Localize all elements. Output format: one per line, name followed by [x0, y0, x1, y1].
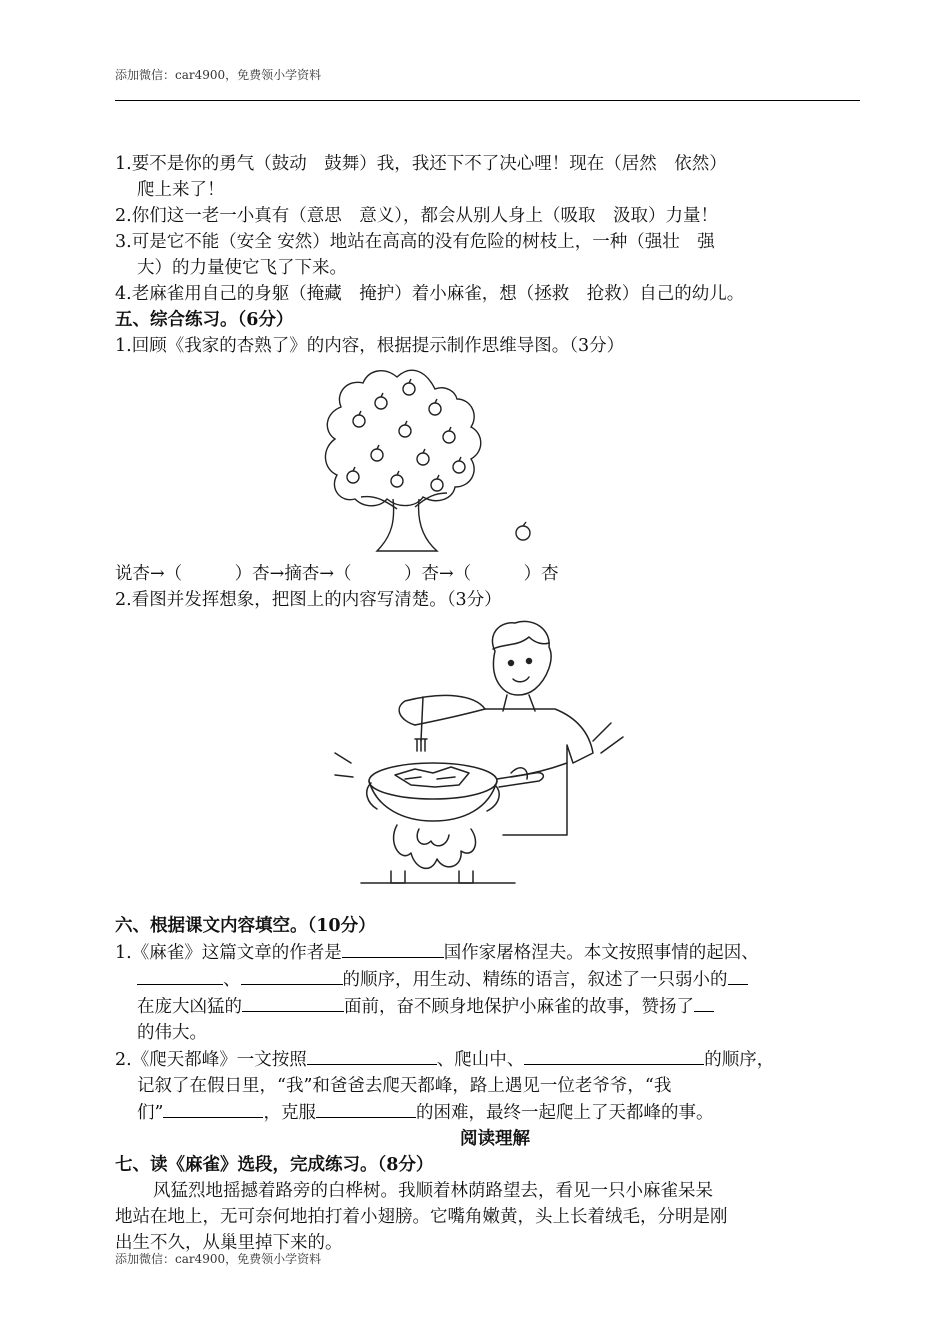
s6-q1-line-2 [115, 966, 875, 993]
s6-q1-text-b2: 的顺序，用生动、精练的语言，叙述了一只弱小的 [342, 970, 728, 990]
answer-blank[interactable] [728, 966, 748, 985]
s5-flow-prompt: 说杏→（ ）杏→摘杏→（ ）杏→（ ）杏 [115, 564, 559, 584]
s6-q1-text-a1: 1.《麻雀》这篇文章的作者是 [115, 943, 342, 963]
s6-q2-line-3 [115, 1099, 875, 1126]
page-header: 添加微信：car4900，免费领小学资料 [115, 68, 322, 82]
s6-q2-text-a1: 2.《爬天都峰》一文按照 [115, 1050, 307, 1070]
s7-paragraph-line-2: 地站在地上，无可奈何地拍打着小翅膀。它嘴角嫩黄，头上长着绒毛，分明是刚 [115, 1207, 728, 1227]
boy-cooking-illustration [115, 613, 635, 913]
q4-line-1b: 爬上来了！ [137, 180, 225, 200]
answer-blank[interactable] [241, 966, 343, 985]
answer-blank[interactable] [137, 966, 223, 985]
apricot-tree-illustration [115, 359, 635, 561]
section-5-title: 五、综合练习。（6分） [115, 310, 294, 330]
answer-blank[interactable] [694, 993, 714, 1012]
section-6-title: 六、根据课文内容填空。（10分） [115, 916, 376, 936]
s6-q2-text-a2: 、爬山中、 [436, 1050, 525, 1070]
s6-q2-text-c3: 的困难，最终一起爬上了天都峰的事。 [415, 1103, 714, 1123]
s6-q1-text-c1: 在庞大凶猛的 [137, 997, 242, 1017]
s6-q1-text-b1: 、 [223, 970, 241, 990]
section-7-title: 七、读《麻雀》选段，完成练习。（8分） [115, 1155, 434, 1175]
s6-q1-line-3 [115, 993, 875, 1020]
answer-blank[interactable] [342, 939, 444, 958]
q4-line-1: 1.要不是你的勇气（鼓动 鼓舞）我，我还下不了决心哩！现在（居然 依然） [115, 154, 727, 174]
header-divider [115, 100, 860, 101]
s5-question-1: 1.回顾《我家的杏熟了》的内容，根据提示制作思维导图。（3分） [115, 336, 625, 356]
s6-q2-line-2: 记叙了在假日里，“我”和爸爸去爬天都峰，路上遇见一位老爷爷，“我 [137, 1076, 672, 1096]
s7-paragraph-line-3: 出生不久，从巢里掉下来的。 [115, 1233, 343, 1253]
s6-q2-text-a3: 的顺序， [704, 1050, 775, 1070]
s6-q2-line-1 [115, 1046, 875, 1073]
answer-blank[interactable] [163, 1099, 263, 1118]
s6-q2-text-c1: 们” [137, 1103, 164, 1123]
answer-blank[interactable] [307, 1046, 437, 1065]
apricot-tree-figure [115, 359, 875, 561]
s6-q1-line-4: 的伟大。 [137, 1023, 207, 1043]
page-footer: 添加微信：car4900，免费领小学资料 [115, 1252, 322, 1266]
s6-q1-line-1 [115, 939, 875, 966]
q4-line-4: 4.老麻雀用自己的身躯（掩藏 掩护）着小麻雀，想（拯救 抢救）自己的幼儿。 [115, 284, 745, 304]
reading-heading: 阅读理解 [460, 1129, 530, 1149]
cooking-boy-figure [115, 613, 875, 913]
page-content [115, 151, 875, 1256]
answer-blank[interactable] [316, 1099, 416, 1118]
q4-line-2: 2.你们这一老一小真有（意思 意义），都会从别人身上（吸取 汲取）力量！ [115, 206, 718, 226]
q4-line-3b: 大）的力量使它飞了下来。 [137, 258, 347, 278]
s6-q2-text-c2: ，克服 [263, 1103, 316, 1123]
s6-q1-text-a2: 国作家屠格涅夫。本文按照事情的起因、 [443, 943, 759, 963]
q4-line-3: 3.可是它不能（安全 安然）地站在高高的没有危险的树枝上，一种（强壮 强 [115, 232, 715, 252]
s5-question-2: 2.看图并发挥想象，把图上的内容写清楚。（3分） [115, 590, 502, 610]
answer-blank[interactable] [242, 993, 344, 1012]
s7-paragraph-line-1: 风猛烈地摇撼着路旁的白桦树。我顺着林荫路望去，看见一只小麻雀呆呆 [153, 1181, 713, 1201]
s6-q1-text-c2: 面前，奋不顾身地保护小麻雀的故事，赞扬了 [344, 997, 694, 1017]
answer-blank[interactable] [524, 1046, 704, 1065]
